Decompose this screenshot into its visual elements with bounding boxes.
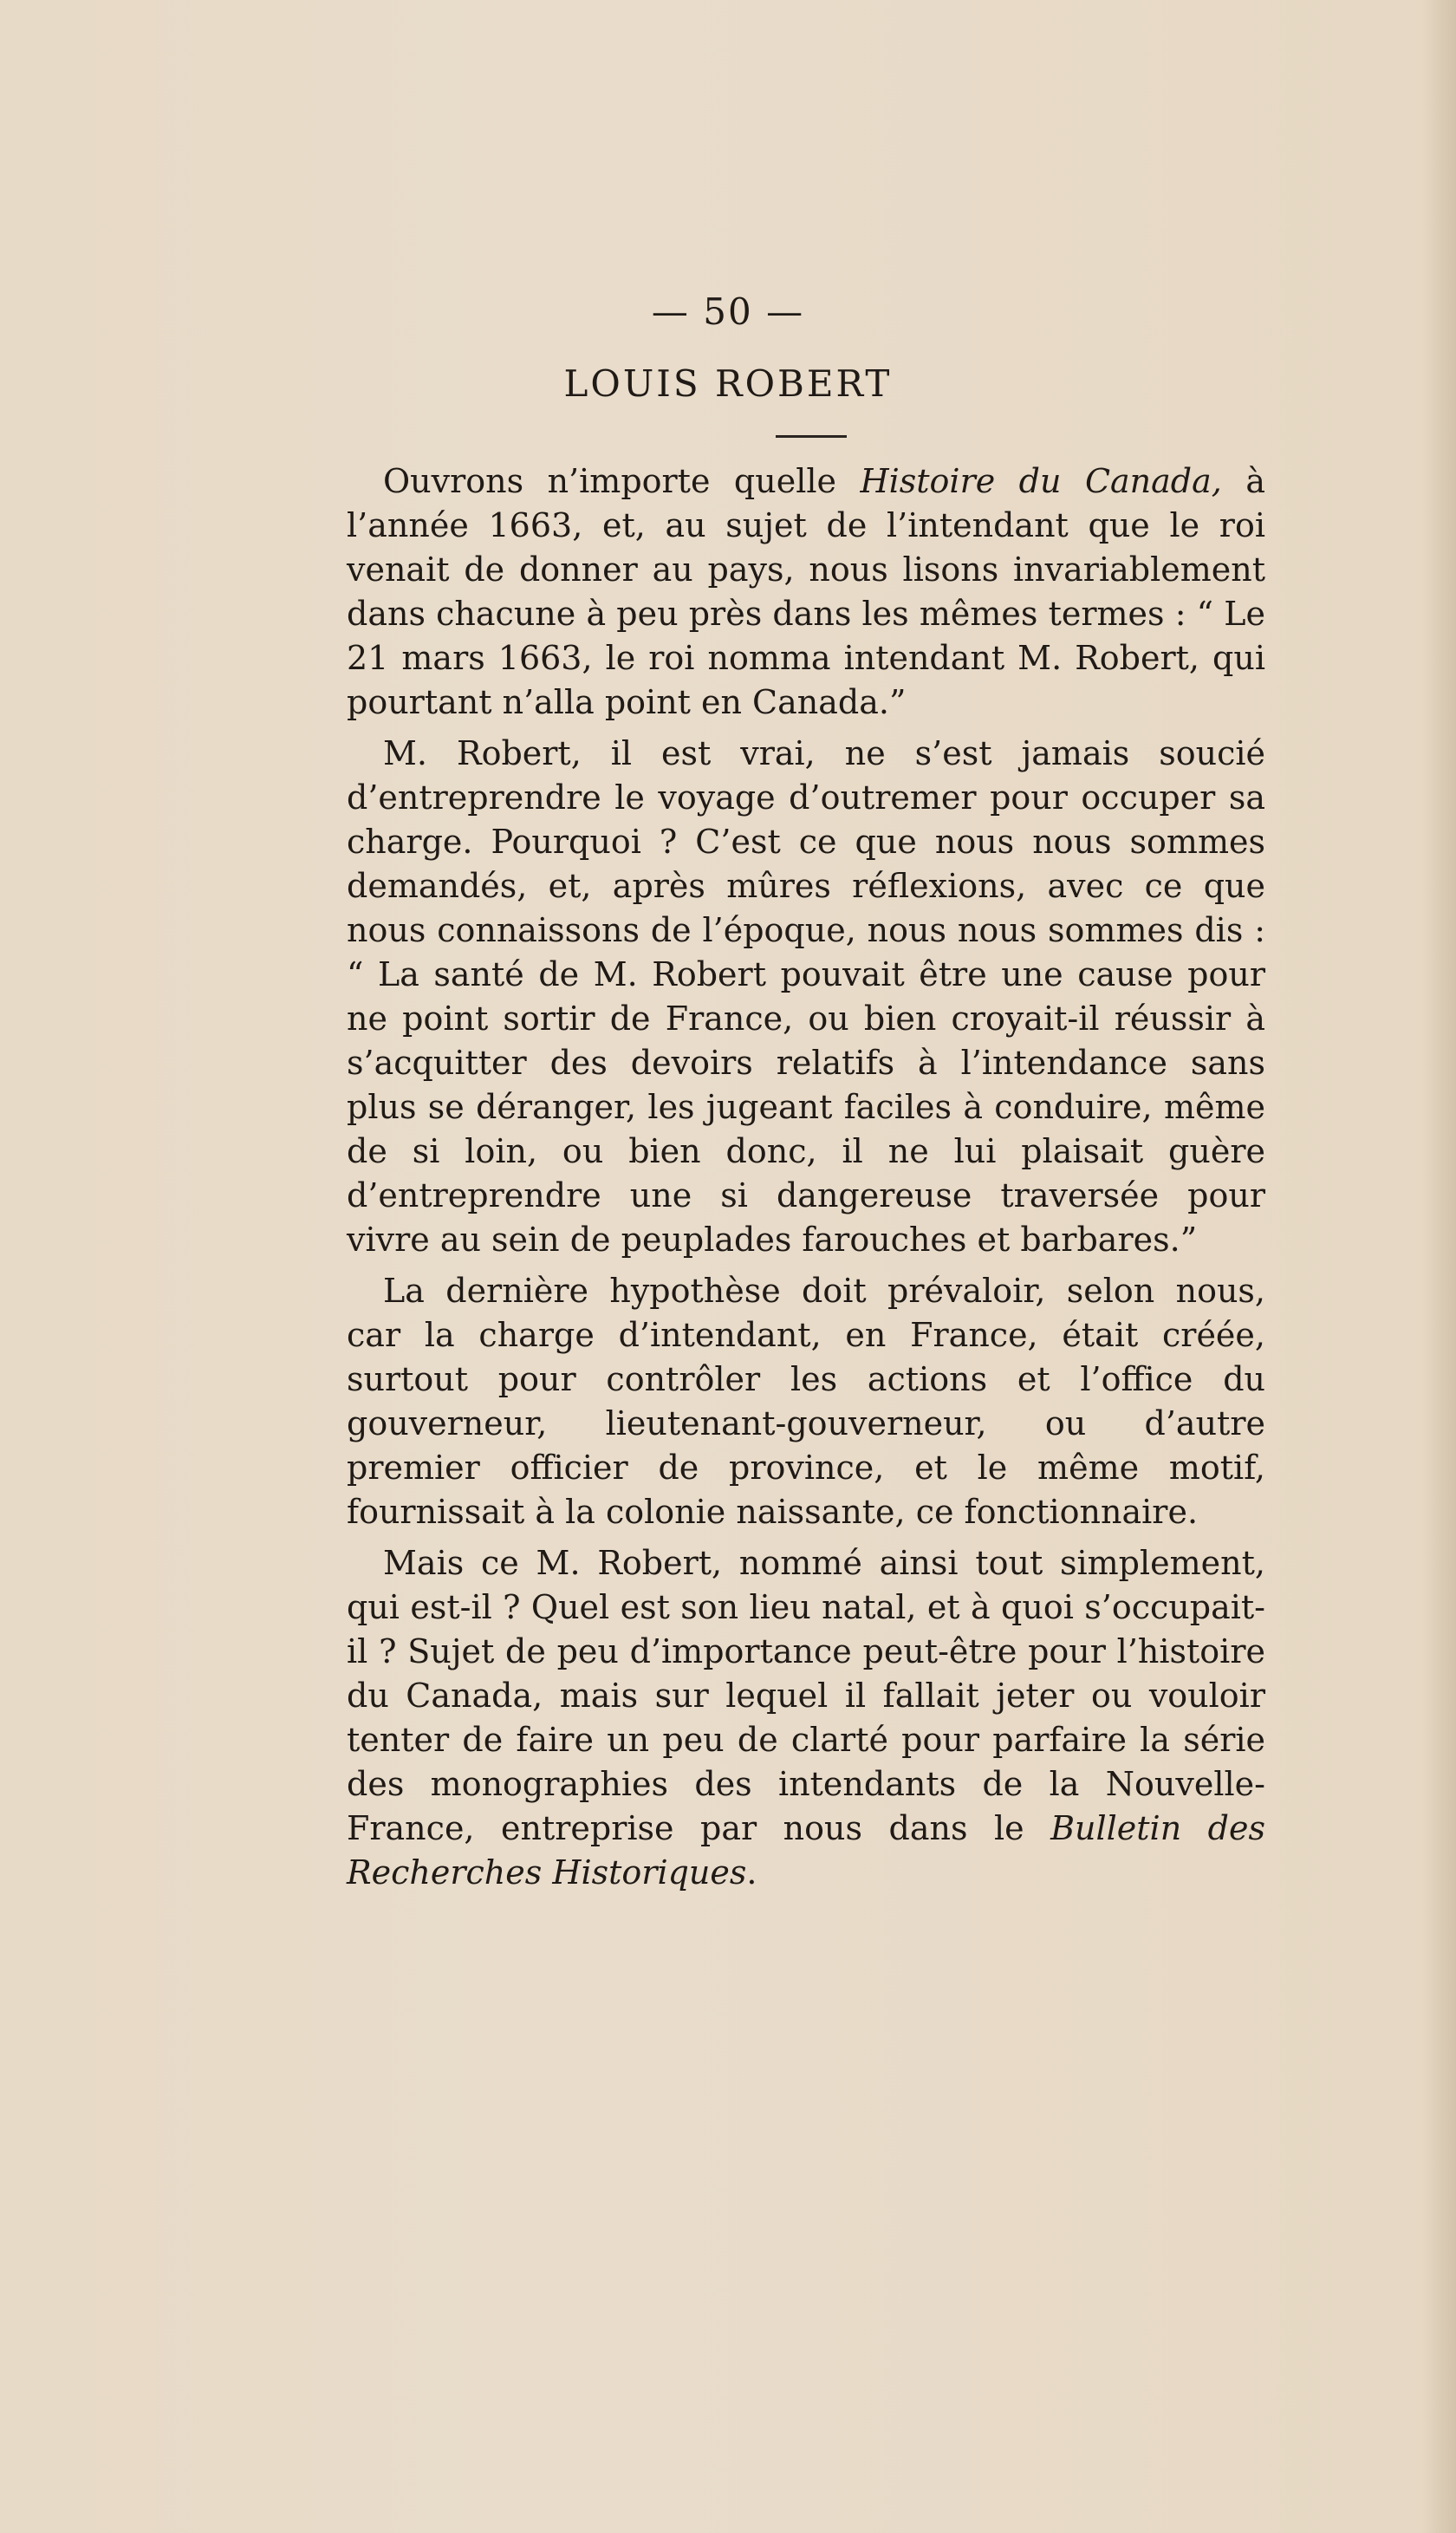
paragraph-1 — [347, 459, 1265, 725]
paragraph-1-italic: Histoire du Canada, — [860, 462, 1222, 500]
body-text — [347, 459, 1265, 1902]
paragraph-4-pre: Mais ce M. Robert, nommé ainsi tout simplement, qui est-il ? Quel est son lieu natal, et à quoi s’occupait-il ? Sujet de peu d’importance peut-être pour l’histoire du Canada, mais sur lequel il fallait jeter ou vouloir tenter de faire un peu de clarté pour parfaire la série des monographies des intendants de la Nouvelle-France, entreprise par nous dans le — [347, 1544, 1265, 1847]
paragraph-4-post: . — [746, 1853, 757, 1892]
paragraph-2: M. Robert, il est vrai, ne s’est jamais soucié d’entreprendre le voyage d’outremer pour occuper sa charge. Pourquoi ? C’est ce que nous nous sommes demandés, et, après mûres réflexions, avec ce que nous connaissons de l’époque, nous nous sommes dis : “ La santé de M. Robert pouvait être une cause pour ne point sortir de France, ou bien croyait-il réussir à s’acquitter des devoirs relatifs à l’intendance sans plus se déranger, les jugeant faciles à conduire, même de si loin, ou bien donc, il ne lui plaisait guère d’entreprendre une si dangereuse traversée pour vivre au sein de peuplades farouches et barbares.” — [347, 734, 1265, 1259]
chapter-title: LOUIS ROBERT — [563, 362, 893, 405]
paragraph-3: La dernière hypothèse doit prévaloir, selon nous, car la charge d’intendant, en France, était créée, surtout pour contrôler les actions et l’office du gouverneur, lieutenant-gouverneur, ou d’autre premier officier de province, et le même motif, fournissait à la colonie naissante, ce fonctionnaire. — [347, 1272, 1265, 1531]
paragraph-1-pre: Ouvrons n’importe quelle — [383, 462, 861, 500]
paragraph-4-italic: Bulletin des Recherches Historiques — [347, 1809, 1265, 1892]
page-number: — 50 — — [651, 290, 805, 333]
title-rule — [776, 435, 847, 438]
paragraph-4 — [347, 1541, 1265, 1895]
paragraph-1-post: à l’année 1663, et, au sujet de l’intendant que le roi venait de donner au pays, nous lisons invariablement dans chacune à peu près dans les mêmes termes : “ Le 21 mars 1663, le roi nomma intendant M. Robert, qui pourtant n’alla point en Canada.” — [347, 462, 1265, 721]
